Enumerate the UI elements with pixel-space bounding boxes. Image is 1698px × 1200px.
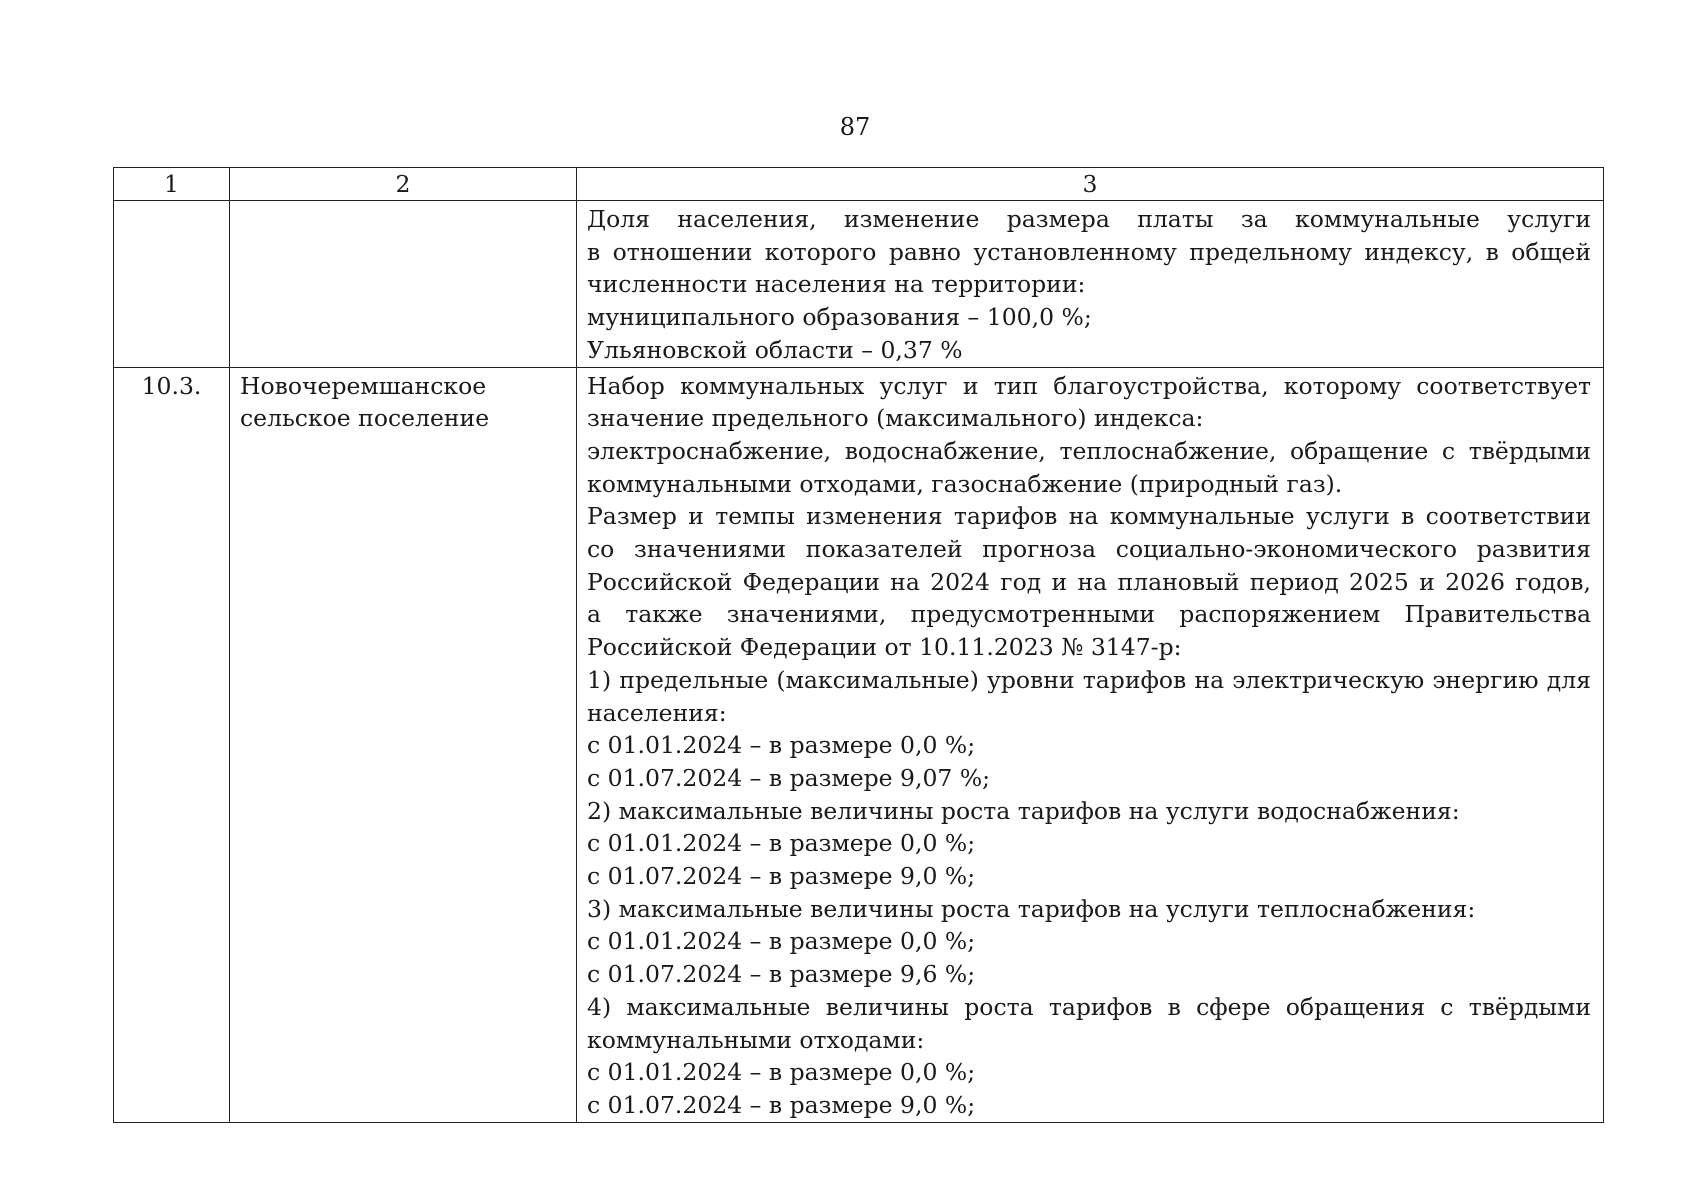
content-line: с 01.07.2024 – в размере 9,0 %; — [587, 862, 976, 891]
column-number-1: 1 — [114, 168, 230, 201]
row-content-cell — [577, 367, 1604, 1122]
content-line: с 01.07.2024 – в размере 9,0 %; — [587, 1090, 976, 1119]
content-line: а также значениями, предусмотренными распоряжением Правительства — [587, 600, 1591, 629]
content-line: значение предельного (максимального) индекса: — [587, 404, 1204, 433]
content-line: в отношении которого равно установленному предельному индексу, в общей — [587, 237, 1591, 266]
content-line: Доля населения, изменение размера платы за коммунальные услуги — [587, 205, 1591, 233]
column-number-2: 2 — [230, 168, 577, 201]
page-number: 87 — [839, 113, 871, 141]
table-row-continuation — [114, 201, 1604, 368]
content-line: Российской Федерации на 2024 год и на плановый период 2025 и 2026 годов, — [587, 567, 1591, 596]
content-line: со значениями показателей прогноза социально-экономического развития — [587, 535, 1591, 564]
table-row-10-3 — [114, 367, 1604, 1122]
row-name-cell — [230, 201, 577, 368]
content-line: с 01.07.2024 – в размере 9,07 %; — [587, 763, 991, 792]
row-name-cell: Новочеремшанское сельское поселение — [230, 367, 577, 1122]
column-number-3: 3 — [577, 168, 1604, 201]
content-line: 1) предельные (максимальные) уровни тарифов на электрическую энергию для — [587, 665, 1591, 694]
row-number-cell — [114, 201, 230, 368]
content-line: 3) максимальные величины роста тарифов на услуги теплоснабжения: — [587, 894, 1476, 923]
content-line: коммунальными отходами: — [587, 1025, 925, 1054]
content-line: Российской Федерации от 10.11.2023 № 3147-р: — [587, 633, 1182, 662]
content-line: населения: — [587, 698, 727, 727]
content-line: муниципального образования – 100,0 %; — [587, 303, 1092, 332]
content-line: коммунальными отходами, газоснабжение (природный газ). — [587, 469, 1343, 498]
row-number-cell: 10.3. — [114, 367, 230, 1122]
content-line: 2) максимальные величины роста тарифов на услуги водоснабжения: — [587, 796, 1460, 825]
content-line: с 01.01.2024 – в размере 0,0 %; — [587, 731, 976, 760]
content-line: электроснабжение, водоснабжение, теплоснабжение, обращение с твёрдыми — [587, 436, 1591, 465]
content-line: с 01.07.2024 – в размере 9,6 %; — [587, 960, 976, 989]
content-line: 4) максимальные величины роста тарифов в сфере обращения с твёрдыми — [587, 992, 1591, 1021]
content-line: с 01.01.2024 – в размере 0,0 %; — [587, 1058, 976, 1087]
table-header-row — [114, 168, 1604, 201]
tariff-table — [113, 167, 1604, 1123]
content-line: с 01.01.2024 – в размере 0,0 %; — [587, 829, 976, 858]
content-line: Размер и темпы изменения тарифов на коммунальные услуги в соответствии — [587, 502, 1591, 531]
row-content-cell — [577, 201, 1604, 368]
content-line: численности населения на территории: — [587, 270, 1086, 299]
content-line: с 01.01.2024 – в размере 0,0 %; — [587, 927, 976, 956]
content-line: Набор коммунальных услуг и тип благоустройства, которому соответствует — [587, 371, 1591, 400]
content-line: Ульяновской области – 0,37 % — [587, 335, 963, 364]
